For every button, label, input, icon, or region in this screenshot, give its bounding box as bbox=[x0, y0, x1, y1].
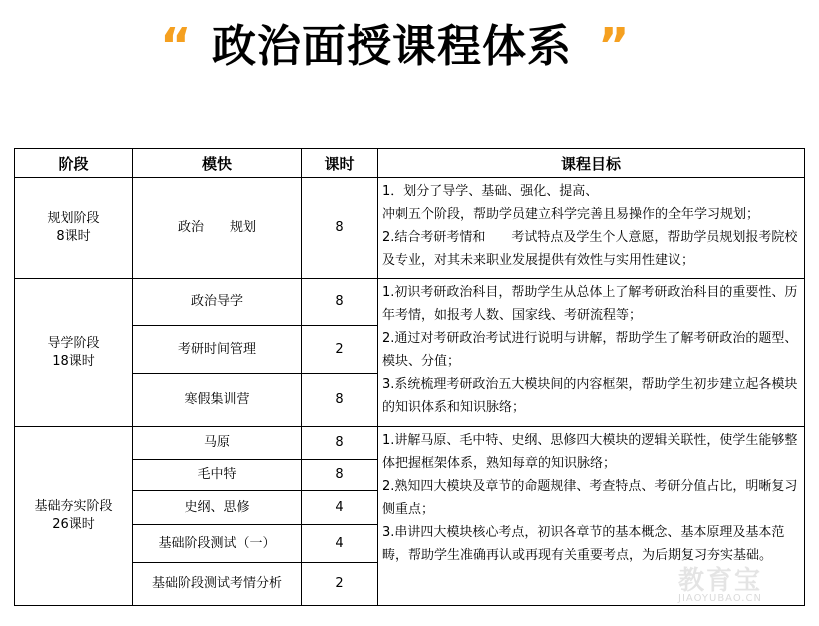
watermark-text: 教育宝 bbox=[678, 566, 763, 596]
goal-line: 1.讲解马原、毛中特、史纲、思修四大模块的逻辑关联性，使学生能够整体把握框架体系，熟知每章的知识脉络； bbox=[382, 433, 798, 471]
stage-name: 基础夯实阶段 bbox=[34, 499, 113, 514]
column-header-goal: 课程目标 bbox=[378, 149, 805, 178]
stage-cell-foundation bbox=[15, 427, 133, 606]
close-quote-mark: ” bbox=[598, 18, 624, 74]
module-cell: 基础阶段测试考情分析 bbox=[133, 563, 302, 606]
stage-hours: 18课时 bbox=[52, 353, 95, 369]
goal-line: 1.初识考研政治科目，帮助学生从总体上了解考研政治科目的重要性、历年考情，如报考人数、国家线、考研流程等； bbox=[382, 285, 798, 323]
column-header-stage: 阶段 bbox=[15, 149, 133, 178]
stage-name: 规划阶段 bbox=[47, 211, 100, 226]
hours-cell: 4 bbox=[302, 525, 378, 563]
hours-cell: 8 bbox=[302, 460, 378, 491]
goal-line: 冲刺五个阶段，帮助学员建立科学完善且易操作的全年学习规划； bbox=[382, 207, 760, 222]
watermark-url: JIAOYUBAO.CN bbox=[678, 593, 762, 604]
table-header-row bbox=[15, 149, 805, 178]
hours-cell: 2 bbox=[302, 326, 378, 374]
goal-line: 2.通过对考研政治考试进行说明与讲解，帮助学生了解考研政治的题型、模块、分值； bbox=[382, 331, 798, 369]
goal-line: 3.系统梳理考研政治五大模块间的内容框架，帮助学生初步建立起各模块的知识体系和知识脉络； bbox=[382, 377, 798, 415]
table-row bbox=[15, 427, 805, 460]
stage-hours: 8课时 bbox=[56, 229, 91, 244]
column-header-module: 模快 bbox=[133, 149, 302, 178]
course-table bbox=[14, 148, 805, 606]
hours-cell: 4 bbox=[302, 491, 378, 525]
page-title: 政治面授课程体系 bbox=[212, 21, 572, 72]
module-cell: 考研时间管理 bbox=[133, 326, 302, 374]
watermark-logo bbox=[678, 560, 808, 610]
stage-hours: 26课时 bbox=[52, 517, 95, 532]
hours-cell: 8 bbox=[302, 178, 378, 279]
stage-name: 导学阶段 bbox=[47, 335, 100, 351]
goal-cell-guide bbox=[378, 279, 805, 427]
goal-cell-planning bbox=[378, 178, 805, 279]
module-cell: 毛中特 bbox=[133, 460, 302, 491]
goal-line: 2.结合考研考情和 考试特点及学生个人意愿，帮助学员规划报考院校及专业，对其未来职业发展提供有效性与实用性建议； bbox=[382, 230, 798, 268]
table-row bbox=[15, 178, 805, 279]
open-quote-mark: “ bbox=[160, 18, 186, 74]
goal-line: 3.串讲四大模块核心考点，初识各章节的基本概念、基本原理及基本范畴，帮助学生准确再认或再现有关重要考点，为后期复习夯实基础。 bbox=[382, 525, 785, 563]
module-cell: 马原 bbox=[133, 427, 302, 460]
column-header-hours: 课时 bbox=[302, 149, 378, 178]
module-cell: 基础阶段测试（一） bbox=[133, 525, 302, 563]
module-cell: 政治 规划 bbox=[133, 178, 302, 279]
hours-cell: 8 bbox=[302, 374, 378, 427]
stage-cell-planning bbox=[15, 178, 133, 279]
hours-cell: 8 bbox=[302, 427, 378, 460]
hours-cell: 8 bbox=[302, 279, 378, 326]
table-row bbox=[15, 279, 805, 326]
module-cell: 史纲、思修 bbox=[133, 491, 302, 525]
goal-line: 2.熟知四大模块及章节的命题规律、考查特点、考研分值占比，明晰复习侧重点； bbox=[382, 479, 798, 517]
module-cell: 寒假集训营 bbox=[133, 374, 302, 427]
goal-line: 1．划分了导学、基础、强化、提高、 bbox=[382, 184, 599, 199]
module-cell: 政治导学 bbox=[133, 279, 302, 326]
stage-cell-guide bbox=[15, 279, 133, 427]
hours-cell: 2 bbox=[302, 563, 378, 606]
title-banner bbox=[0, 6, 819, 86]
